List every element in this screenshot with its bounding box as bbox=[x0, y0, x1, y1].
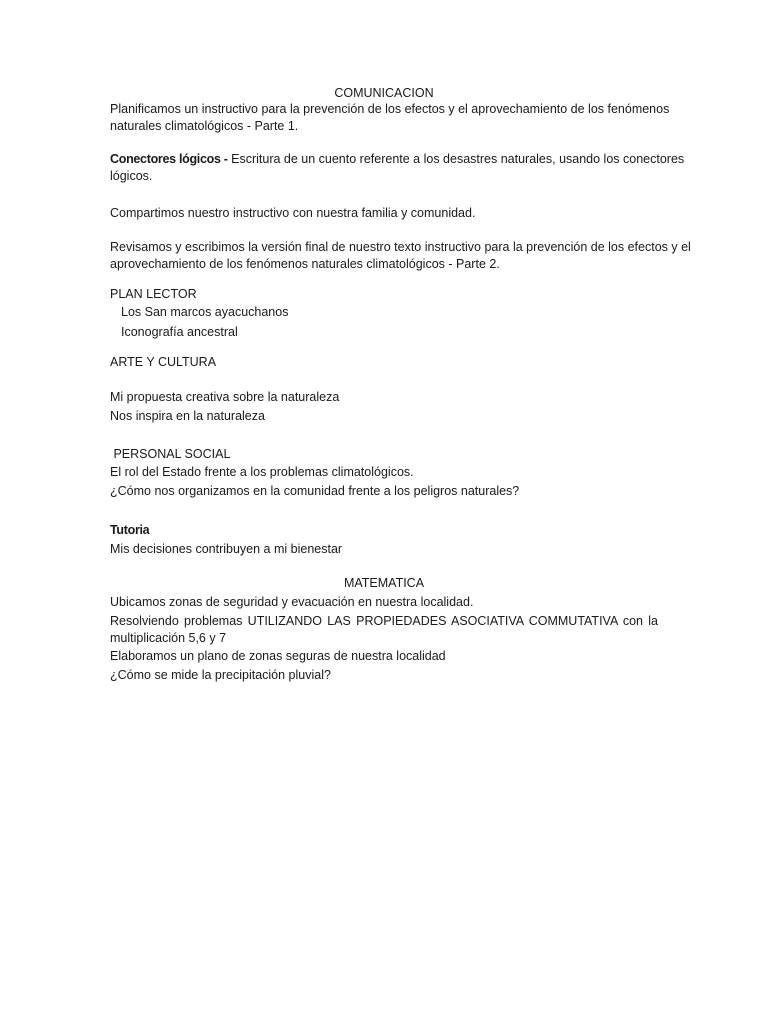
comunicacion-paragraph-3: Compartimos nuestro instructivo con nuestra familia y comunidad. bbox=[110, 206, 476, 220]
comunicacion-p1-line-1: Planificamos un instructivo para la prevención de los efectos y el aprovechamiento de los fenómenos bbox=[110, 102, 670, 116]
personal-social-item: El rol del Estado frente a los problemas climatológicos. bbox=[110, 465, 414, 479]
matematica-item: ¿Cómo se mide la precipitación pluvial? bbox=[110, 668, 331, 682]
conectores-text-line-2: lógicos. bbox=[110, 169, 153, 183]
conectores-text-line-1: Escritura de un cuento referente a los desastres naturales, usando los conectores bbox=[227, 152, 685, 166]
comunicacion-p1-line-2: naturales climatológicos - Parte 1. bbox=[110, 119, 299, 133]
matematica-item: Elaboramos un plano de zonas seguras de nuestra localidad bbox=[110, 649, 446, 663]
comunicacion-paragraph-4 bbox=[110, 239, 691, 273]
comunicacion-p4-line-1: Revisamos y escribimos la versión final de nuestro texto instructivo para la prevención de los efectos y el bbox=[110, 240, 691, 254]
tutoria-heading: Tutoria bbox=[110, 523, 150, 537]
conectores-label: Conectores lógicos - bbox=[110, 152, 228, 166]
arte-cultura-heading: ARTE Y CULTURA bbox=[110, 355, 217, 369]
tutoria-item: Mis decisiones contribuyen a mi bienestar bbox=[110, 542, 343, 556]
matematica-item: Resolviendo problemas UTILIZANDO LAS PROPIEDADES ASOCIATIVA COMMUTATIVA con la multiplicación 5,6 y 7 bbox=[110, 614, 658, 645]
arte-cultura-item: Mi propuesta creativa sobre la naturaleza bbox=[110, 390, 340, 404]
comunicacion-paragraph-2 bbox=[110, 151, 685, 185]
matematica-heading: MATEMATICA bbox=[343, 576, 425, 590]
personal-social-heading: PERSONAL SOCIAL bbox=[110, 447, 231, 461]
arte-cultura-item: Nos inspira en la naturaleza bbox=[110, 409, 265, 423]
comunicacion-heading: COMUNICACION bbox=[334, 86, 434, 100]
matematica-item: Ubicamos zonas de seguridad y evacuación en nuestra localidad. bbox=[110, 595, 474, 609]
comunicacion-p4-line-2: aprovechamiento de los fenómenos naturales climatológicos - Parte 2. bbox=[110, 257, 500, 271]
personal-social-item: ¿Cómo nos organizamos en la comunidad frente a los peligros naturales? bbox=[110, 484, 520, 498]
plan-lector-item: Iconografía ancestral bbox=[121, 325, 238, 339]
plan-lector-item: Los San marcos ayacuchanos bbox=[121, 305, 289, 319]
plan-lector-heading: PLAN LECTOR bbox=[110, 287, 197, 301]
comunicacion-paragraph-1 bbox=[110, 101, 670, 135]
